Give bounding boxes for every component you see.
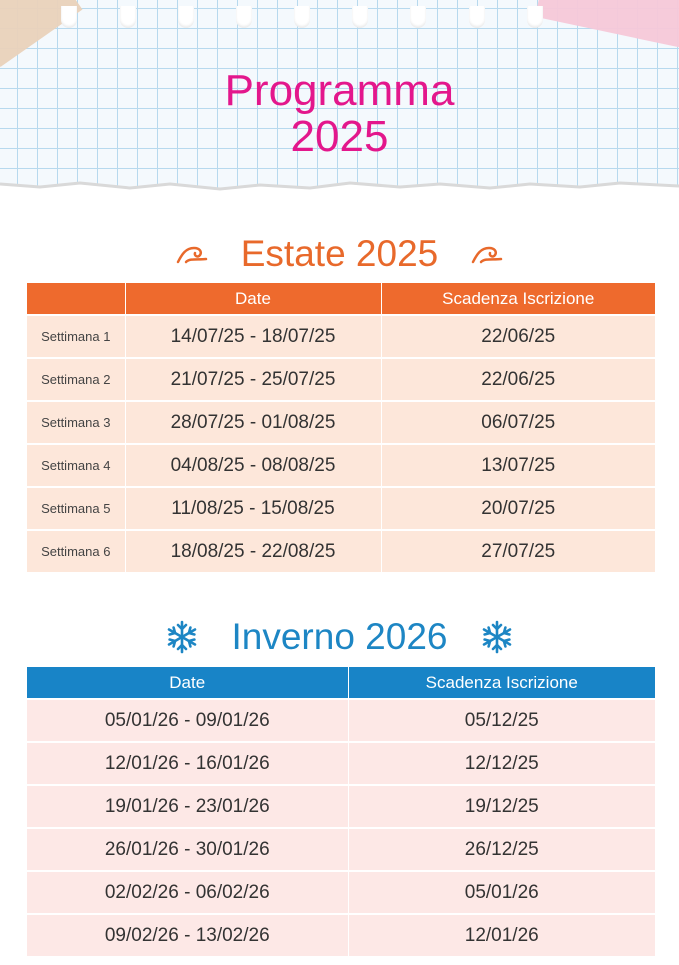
deadline-cell: 22/06/25 <box>381 358 655 401</box>
week-cell: Settimana 2 <box>27 358 125 401</box>
torn-paper-edge <box>0 178 679 210</box>
table-row <box>27 401 655 444</box>
deadline-cell: 12/12/25 <box>348 742 655 785</box>
page-title <box>0 68 679 160</box>
snowflake-icon <box>480 620 514 654</box>
dates-cell: 05/01/26 - 09/01/26 <box>27 699 348 742</box>
week-cell: Settimana 5 <box>27 487 125 530</box>
snowflake-icon <box>165 620 199 654</box>
dates-cell: 21/07/25 - 25/07/25 <box>125 358 381 401</box>
column-header-dates: Date <box>27 667 348 699</box>
deadline-cell: 05/01/26 <box>348 871 655 914</box>
week-cell: Settimana 3 <box>27 401 125 444</box>
wave-icon <box>471 242 503 266</box>
dates-cell: 28/07/25 - 01/08/25 <box>125 401 381 444</box>
table-row <box>27 785 655 828</box>
winter-title-text: Inverno 2026 <box>231 616 448 658</box>
deadline-cell: 19/12/25 <box>348 785 655 828</box>
dates-cell: 09/02/26 - 13/02/26 <box>27 914 348 956</box>
table-header-row <box>27 667 655 699</box>
week-cell: Settimana 1 <box>27 315 125 358</box>
table-row <box>27 742 655 785</box>
deadline-cell: 12/01/26 <box>348 914 655 956</box>
column-header-deadline: Scadenza Iscrizione <box>348 667 655 699</box>
column-header-week <box>27 283 125 315</box>
table-row <box>27 315 655 358</box>
table-row <box>27 828 655 871</box>
table-row <box>27 699 655 742</box>
table-row <box>27 487 655 530</box>
deadline-cell: 06/07/25 <box>381 401 655 444</box>
dates-cell: 18/08/25 - 22/08/25 <box>125 530 381 572</box>
dates-cell: 04/08/25 - 08/08/25 <box>125 444 381 487</box>
table-row <box>27 358 655 401</box>
table-row <box>27 444 655 487</box>
page-title-line1: Programma <box>224 66 455 115</box>
binder-holes <box>0 0 679 30</box>
table-row <box>27 530 655 572</box>
summer-schedule-table <box>27 283 655 572</box>
table-header-row <box>27 283 655 315</box>
notebook-header <box>0 0 679 190</box>
dates-cell: 11/08/25 - 15/08/25 <box>125 487 381 530</box>
dates-cell: 19/01/26 - 23/01/26 <box>27 785 348 828</box>
table-row <box>27 871 655 914</box>
deadline-cell: 13/07/25 <box>381 444 655 487</box>
winter-section-title <box>0 615 679 657</box>
winter-schedule-table <box>27 667 655 956</box>
table-row <box>27 914 655 956</box>
dates-cell: 02/02/26 - 06/02/26 <box>27 871 348 914</box>
summer-section-title <box>0 232 679 274</box>
wave-icon <box>176 242 208 266</box>
week-cell: Settimana 4 <box>27 444 125 487</box>
page-title-line2: 2025 <box>290 112 389 161</box>
dates-cell: 12/01/26 - 16/01/26 <box>27 742 348 785</box>
summer-title-text: Estate 2025 <box>240 233 439 275</box>
deadline-cell: 22/06/25 <box>381 315 655 358</box>
dates-cell: 14/07/25 - 18/07/25 <box>125 315 381 358</box>
deadline-cell: 26/12/25 <box>348 828 655 871</box>
column-header-dates: Date <box>125 283 381 315</box>
deadline-cell: 05/12/25 <box>348 699 655 742</box>
dates-cell: 26/01/26 - 30/01/26 <box>27 828 348 871</box>
deadline-cell: 27/07/25 <box>381 530 655 572</box>
week-cell: Settimana 6 <box>27 530 125 572</box>
deadline-cell: 20/07/25 <box>381 487 655 530</box>
column-header-deadline: Scadenza Iscrizione <box>381 283 655 315</box>
